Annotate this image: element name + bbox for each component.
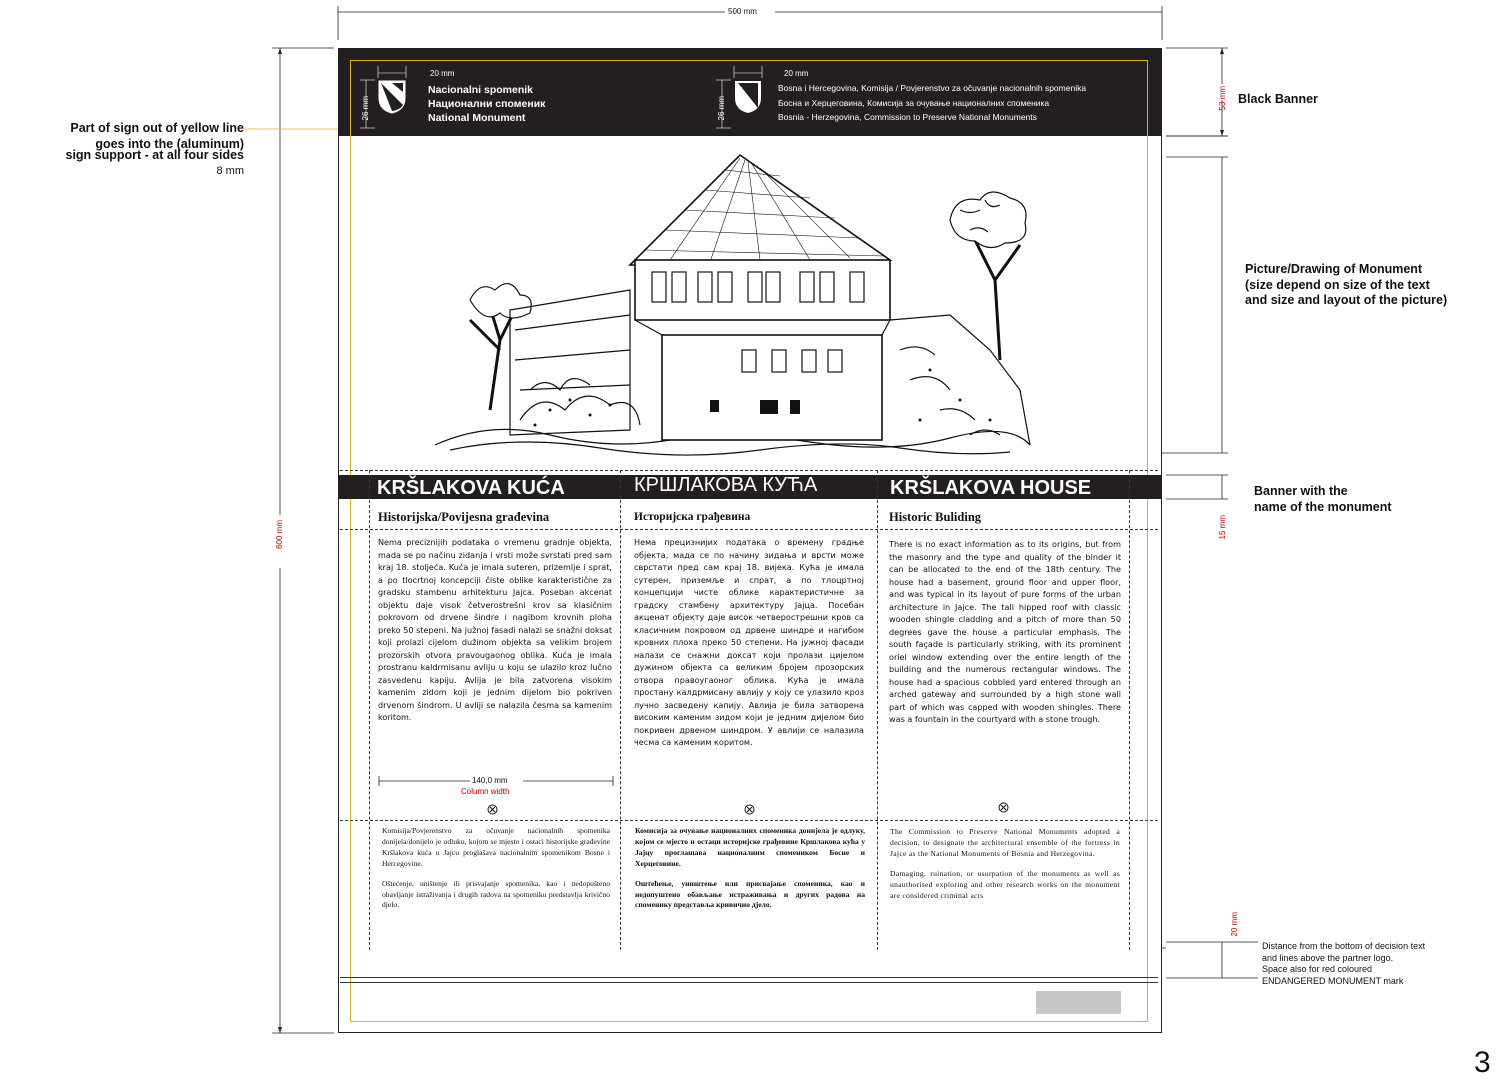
picture-annotation	[1245, 262, 1447, 309]
bottom-annotation	[1262, 941, 1425, 987]
name-banner-annotation	[1254, 484, 1392, 515]
decision-paragraph: Komisija/Povjerenstvo za očuvanje nacionalnih spomenika donijela/donijelo je odluku, kojom se mjesto i ostaci historijske građevine Kršlakova kuća u Jajcu proglašava nacionalnim spomenikom Bosne i Hercegovine.	[382, 826, 610, 868]
decision-paragraph: Комисија за очување националних споменика донијела је одлуку, којом се мјесто и остаци историјске грађевине Кршлакова кућа у Јајцу проглашава националним спомеником Босне и Херцеговине.	[635, 826, 865, 868]
emblem-icon	[744, 804, 755, 815]
partner-logo-placeholder	[1036, 991, 1121, 1014]
banner-right-line: Босна и Херцеговина, Комисија за очување националних споменика	[778, 97, 1050, 108]
name-banner-annotation-line: name of the monument	[1254, 499, 1392, 514]
partner-separator-line	[340, 982, 1158, 983]
banner-left-line: Национални споменик	[428, 98, 546, 110]
column-width-label: 140,0 mm	[472, 776, 508, 785]
bottom-annotation-line: Distance from the bottom of decision text	[1262, 941, 1426, 951]
column-divider	[369, 470, 370, 950]
emblem-icon	[487, 804, 498, 815]
height-dimension-label: 600 mm	[275, 520, 284, 549]
partner-separator-line	[340, 977, 1158, 978]
banner-left-line: Nacionalni spomenik	[428, 84, 534, 96]
decision-paragraph: Oštećenje, uništenje ili prisvajanje spomenika, kao i nedopušteno obavljanje istraživanja i drugih radova na spomeniku predstavlja krivično djelo.	[382, 878, 610, 910]
decision-paragraph: Оштећење, уништење или присвајање споменика, као и недопуштено обављање истраживања и других радова на споменику представља кривично дјело.	[635, 878, 865, 910]
column-divider	[877, 470, 878, 950]
bottom-annotation-line: and lines above the partner logo.	[1262, 952, 1394, 963]
decision-paragraph: Damaging, ruination, or usurpation of the monuments as well as unauthorised exploring and other research works on the monument are considered criminal acts	[890, 868, 1120, 900]
name-banner-height-label: 15 mm	[1218, 515, 1227, 540]
column-subtitle: Historijska/Povijesna građevina	[378, 510, 550, 524]
banner-left-line: National Monument	[428, 112, 526, 124]
yellow-line-annotation-line: sign support - at all four sides	[65, 148, 244, 162]
separator	[340, 820, 1158, 821]
name-banner-annotation-line: Banner with the	[1254, 484, 1348, 498]
banner-right-line: Bosna i Hercegovina, Komisija / Povjerenstvo za očuvanje nacionalnih spomenika	[778, 83, 1087, 93]
column-body: Нема прецизнијих података о времену градње објекта, мада се по начину зидања и врсти може сврстати пред сам крај 18. вијека. Кућа је имала сутерен, приземље и спрат, а по тлоцртној концепцији чисте облике карактеристичне за градску стамбену архитектуру Јајца. Посебан акценат објекту даје висок четверострешни кров са класичним покровом од дрвене шиндре и нагибом кровних плоха преко 50 степени. На јужној фасади налази се снажни доксат који пролази цијелом дужином објекта са великим бројем прозорских отвора правоугаоног облика. Кућа је имала простану калдрмисану авлију у коју се улазило кроз лучно засведену капију. Авлија је била затворена високим каменим зидом који је једним дијелом био покривен дрвеном шиндром. У авлији се налазила чесма са каменим коритом.	[634, 537, 864, 747]
logo-height-label: 26 mm	[717, 96, 726, 121]
yellow-line-annotation-line: Part of sign out of yellow line	[70, 121, 244, 135]
yellow-line-mm: 8 mm	[216, 164, 244, 177]
width-dimension-label: 500 mm	[728, 7, 757, 16]
bottom-gap-label: 20 mm	[1230, 912, 1239, 937]
emblem-icon	[998, 802, 1009, 813]
column-divider	[1129, 470, 1130, 950]
column-divider	[620, 470, 621, 950]
column-subtitle: Historic Buliding	[889, 510, 982, 524]
black-banner-annotation: Black Banner	[1238, 92, 1318, 106]
column-subtitle: Историјска грађевина	[634, 511, 751, 523]
yellow-line-annotation-line: goes into the (aluminum)	[95, 136, 244, 151]
separator	[340, 470, 1158, 471]
bottom-annotation-line: Space also for red coloured	[1262, 964, 1373, 974]
page-number: 3	[1474, 1046, 1491, 1079]
bottom-annotation-line: ENDANGERED MONUMENT mark	[1262, 975, 1404, 986]
column-body: Nema preciznijih podataka o vremenu gradnje objekta, mada se po načinu zidanja i vrsti može svrstati pred sam kraj 18. stoljeća. Kuća je imala suteren, prizemlje i sprat, a po tlocrtnoj koncepciji čiste oblike karakteristične za gradsku stambenu arhitekturu Jajca. Poseban akcenat objektu daje visok četverostrešni krov sa klasičnim pokrovom od drvene šindre i nagibom krovnih ploha preko 50 stepeni. Na južnoj fasadi nalazi se snažni doksat koji prolazi cijelom dužinom objekta sa velikim brojem prozorskih otvora pravougaonog oblika. Kuća je imala prostranu kaldrmisanu avliju u koju se ulazilo kroz lučno zasvedenu kapiju. Avlija je bila zatvorena visokim kamenim zidom koji je jednim dijelom bio pokriven drvenom šindrom. U avliji se nalazila česma sa kamenim koritom.	[378, 537, 612, 722]
picture-annotation-line: Picture/Drawing of Monument	[1245, 262, 1423, 276]
separator	[340, 529, 1158, 530]
column-decision	[382, 826, 610, 920]
logo-height-label: 26 mm	[361, 96, 370, 121]
column-body: There is no exact information as to its origins, but from the masonry and the type and quality of the binder it can be allocated to the end of the 18th century. The house had a basement, ground floor and upper floor, and was typical in its layout of pure forms of the urban architecture in Jajce. The tall hipped roof with classic wooden shingle cladding and a pitch of more than 50 degrees gave the house a particular emphasis. The south façade is particularly striking, with its prominent oriel window extending over the entire length of the building and the numerous rectangular windows. The house had a spacious cobbled yard entered through an arched gateway and surrounded by a high stone wall part of which was capped with wooden shingles. There was a fountain in the courtyard with a stone trough.	[889, 539, 1121, 724]
column-name: KRŠLAKOVA HOUSE	[890, 477, 1092, 499]
column-name: KRŠLAKOVA KUĆA	[377, 477, 565, 499]
column-name: КРШЛАКОВА КУЋА	[634, 474, 818, 496]
picture-annotation-line: and size and layout of the picture)	[1245, 293, 1448, 307]
banner-right-line: Bosnia - Herzegovina, Commission to Preserve National Monuments	[778, 112, 1037, 122]
monument-drawing	[430, 150, 1040, 460]
column-decision	[635, 826, 865, 920]
decision-paragraph: The Commission to Preserve National Monuments adopted a decision, to designate the architectural ensemble of the fortress in Jajce as the National Monuments of Bosnia and Herzegovina.	[890, 827, 1120, 858]
column-width-caption: Column width	[461, 787, 510, 796]
banner-height-label: 53 mm	[1218, 86, 1227, 111]
yellow-line-annotation	[20, 121, 244, 179]
logo-width-label: 20 mm	[430, 69, 455, 78]
column-decision	[890, 827, 1120, 910]
picture-annotation-line: (size depend on size of the text	[1245, 277, 1430, 292]
logo-width-label: 20 mm	[784, 69, 809, 78]
